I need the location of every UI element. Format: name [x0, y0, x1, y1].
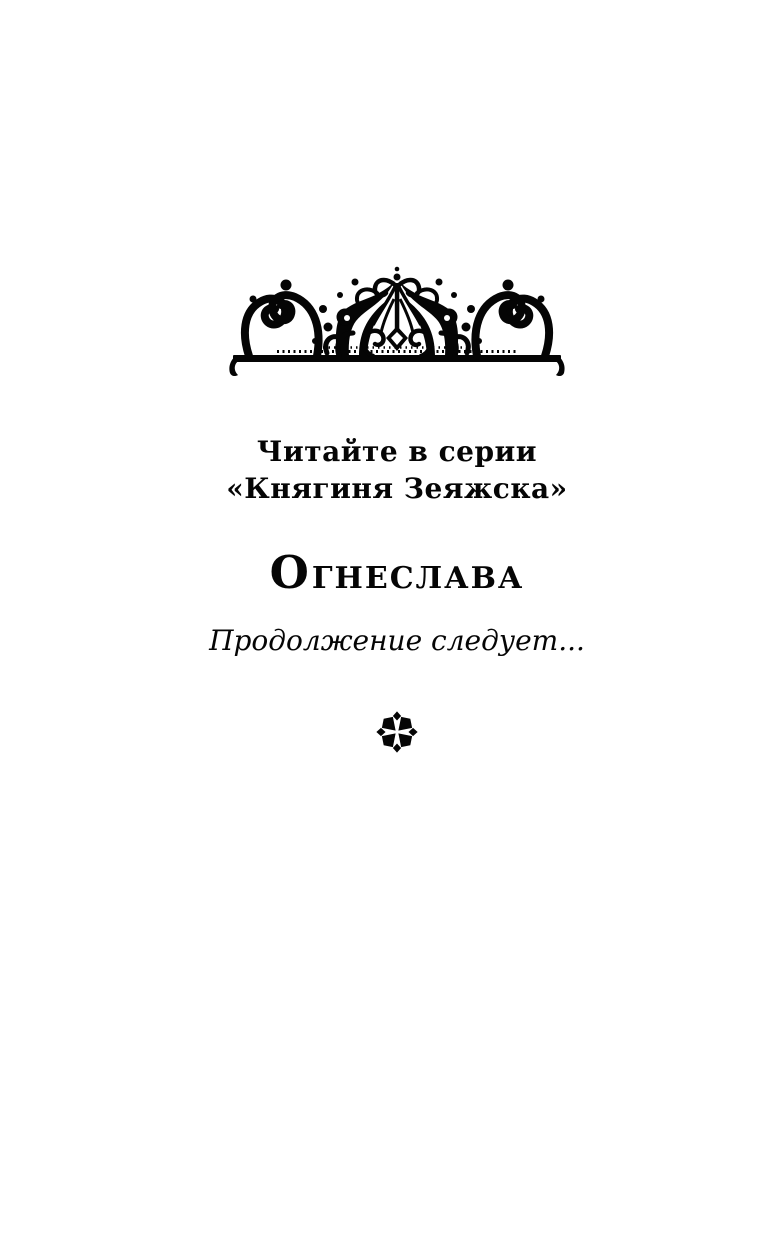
series-name: «Княгиня Зеяжска»	[226, 472, 568, 505]
headpiece-ornament	[227, 265, 567, 377]
snowflake-ornament	[375, 709, 419, 755]
book-title: ОГНЕСЛАВА	[269, 546, 525, 599]
series-announcement	[226, 433, 567, 507]
continuation-note: Продолжение следует...	[209, 624, 585, 657]
series-announcement-line: Читайте в серии	[256, 435, 538, 468]
